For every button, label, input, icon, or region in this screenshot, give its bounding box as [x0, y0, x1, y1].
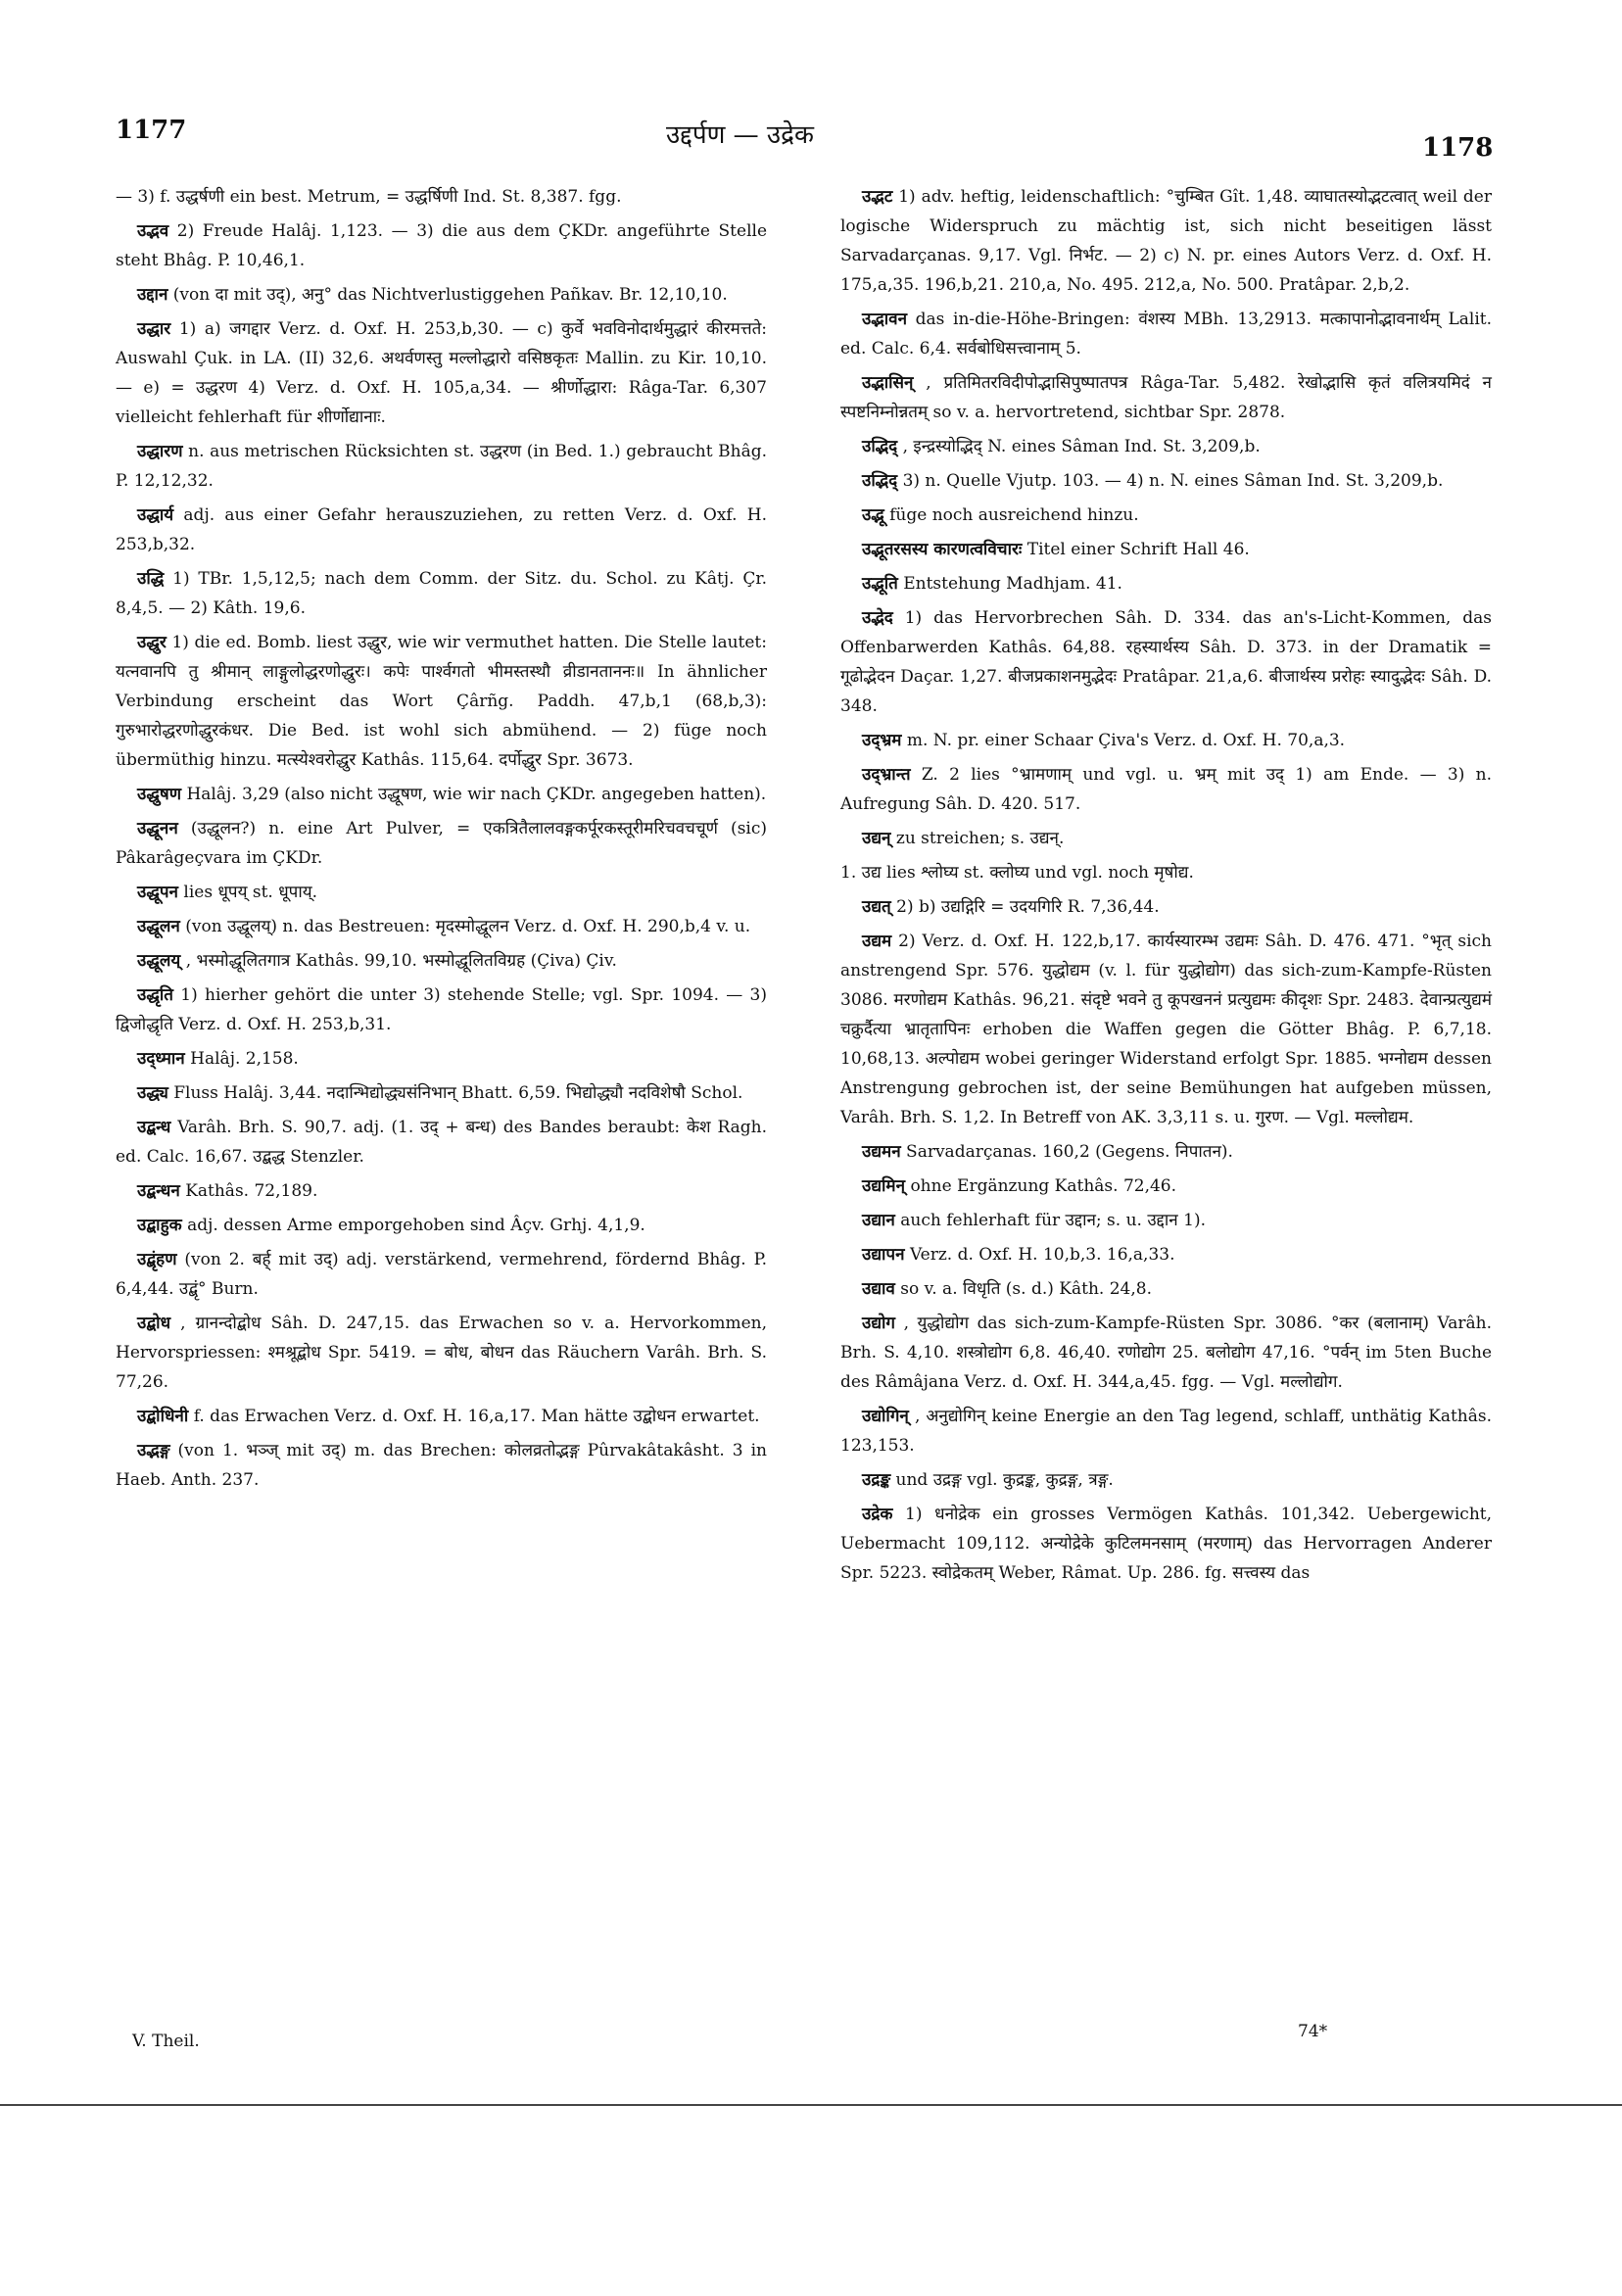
dictionary-entry: [116, 437, 767, 496]
dictionary-entry: [840, 1206, 1492, 1235]
entry-text: , प्रतिमितरविदीपोद्भासिपुष्पातपत्र Râga-Tar. 5,482. रेखोद्भासि कृतं वलित्रयमिदं न स्पष्टनिम्नोन्नतम् so v. a. hervortretend, sichtbar Spr. 2878.: [840, 373, 1492, 422]
entry-text: so v. a. विधृति (s. d.) Kâth. 24,8.: [900, 1279, 1152, 1299]
entry-text: füge noch ausreichend hinzu.: [889, 505, 1139, 525]
entry-headword: उद्बन्ध: [137, 1118, 171, 1137]
dictionary-entry: [840, 501, 1492, 530]
dictionary-entry: [840, 1172, 1492, 1201]
dictionary-entry: [840, 182, 1492, 300]
entry-text: Varâh. Brh. S. 90,7. adj. (1. उद् + बन्ध) des Bandes beraubt: केश Ragh. ed. Calc. 16,67. उद्बद्ध Stenzler.: [116, 1118, 768, 1167]
entry-headword: उद्भ्रम: [862, 731, 902, 750]
entry-text: (उद्धूलन?) n. eine Art Pulver, = एकत्रितैलालवङ्गकर्पूरकस्तूरीमरिचवचचूर्ण (sic) Pâkarâgeçvara im ÇKDr.: [116, 819, 768, 868]
dictionary-entry: [840, 368, 1492, 427]
page-number-left: 1177: [116, 116, 187, 145]
entry-text: das in-die-Höhe-Bringen: वंशस्य MBh. 13,2913. मत्कापानोद्भावनार्थम् Lalit. ed. Calc. 6,4. सर्वबोधिसत्त्वानाम् 5.: [840, 310, 1493, 359]
dictionary-entry: [116, 216, 767, 275]
entry-headword: उद्भङ्ग: [137, 1441, 170, 1460]
entry-headword: उद्भिद्: [862, 437, 898, 456]
entry-headword: उद्धार्य: [137, 505, 174, 525]
dictionary-entry: [116, 814, 767, 873]
entry-text: zu streichen; s. उद्यन्.: [895, 829, 1065, 848]
dictionary-entry: [116, 1211, 767, 1240]
dictionary-entry: [840, 1309, 1492, 1397]
entry-text: , अनुद्योगिन् keine Energie an den Tag legend, schlaff, unthätig Kathâs. 123,153.: [840, 1407, 1493, 1456]
dictionary-entry: [116, 878, 767, 907]
entry-text: (von दा mit उद्), अनु° das Nichtverlustiggehen Pañkav. Br. 12,10,10.: [172, 285, 728, 305]
entry-text: adj. dessen Arme emporgehoben sind Âçv. Grhj. 4,1,9.: [187, 1216, 645, 1235]
entry-text: , ग्रानन्दोद्बोध Sâh. D. 247,15. das Erwachen so v. a. Hervorkommen, Hervorspriessen: श्मश्रूद्बोध Spr. 5419. = बोध, बोधन das Räuchern Varâh. Brh. S. 77,26.: [116, 1314, 767, 1392]
dictionary-entry: [840, 1240, 1492, 1269]
dictionary-entry: [116, 1402, 767, 1431]
entry-text: Z. 2 lies °भ्रामणाम् und vgl. u. भ्रम् mit उद् 1) am Ende. — 3) n. Aufregung Sâh. D. 420. 517.: [840, 765, 1492, 814]
page-number-right: 1178: [1422, 133, 1494, 163]
entry-headword: उद्यत्: [862, 897, 891, 917]
entry-text: 1) hierher gehört die unter 3) stehende Stelle; vgl. Spr. 1094. — 3) द्विजोद्धृति Verz. d. Oxf. H. 253,b,31.: [116, 985, 767, 1034]
dictionary-entry: [116, 1176, 767, 1206]
entry-text: Titel einer Schrift Hall 46.: [1026, 540, 1250, 559]
entry-text: adj. aus einer Gefahr herauszuziehen, zu retten Verz. d. Oxf. H. 253,b,32.: [116, 505, 767, 554]
entry-text: 1) a) जगद्दार Verz. d. Oxf. H. 253,b,30. — c) कुर्वे भवविनोदार्थमुद्धारं कीरमत्तते: Auswahl Çuk. in LA. (II) 32,6. अथर्वणस्तु मल्लोद्धारो वसिष्ठकृतः Mallin. zu Kir. 10,10. — e) = उद्धरण 4) Verz. d. Oxf. H. 105,a,34. — श्रीर्णोद्धारा: Râga-Tar. 6,307 vielleicht fehlerhaft für शीर्णोद्यानाः.: [116, 319, 767, 427]
dictionary-entry: [840, 432, 1492, 461]
entry-text: Verz. d. Oxf. H. 10,b,3. 16,a,33.: [909, 1245, 1175, 1265]
entry-headword: उद्यान: [862, 1211, 895, 1230]
entry-headword: उद्योगिन्: [862, 1407, 909, 1426]
entry-headword: उद्रङ्क: [862, 1470, 891, 1490]
entry-headword: उद्भूतरसस्य कारणत्वविचारः: [862, 540, 1023, 559]
entry-headword: उद्बोधिनी: [137, 1407, 189, 1426]
dictionary-entry: [840, 535, 1492, 564]
dictionary-entry: [840, 603, 1492, 721]
entry-headword: उद्यमिन्: [862, 1176, 906, 1196]
entry-headword: उद्रेक: [862, 1505, 893, 1524]
entry-headword: उद्धूलन: [137, 917, 180, 936]
dictionary-entry: [840, 824, 1492, 853]
entry-headword: उद्भव: [137, 221, 169, 241]
dictionary-entry: [116, 628, 767, 775]
entry-text: ohne Ergänzung Kathâs. 72,46.: [910, 1176, 1177, 1196]
dictionary-entry: [116, 1436, 767, 1495]
entry-text: Kathâs. 72,189.: [185, 1181, 318, 1201]
entry-headword: उद्दान: [137, 285, 168, 305]
entry-headword: उद्भ्रान्त: [862, 765, 911, 785]
dictionary-entry: [116, 1113, 767, 1172]
entry-headword: उद्धुर: [137, 633, 167, 652]
entry-headword: उद्भूति: [862, 574, 898, 594]
entry-headword: उद्बोध: [137, 1314, 171, 1333]
dictionary-entry: [116, 564, 767, 623]
entry-headword: उद्धूलय्: [137, 951, 181, 971]
entry-headword: उद्यमन: [862, 1142, 901, 1162]
entry-headword: उद्यम: [862, 932, 892, 951]
dictionary-entry: [116, 280, 767, 310]
entry-headword: उद्ध्मान: [137, 1049, 185, 1069]
dictionary-entry: [116, 912, 767, 941]
entry-text: f. das Erwachen Verz. d. Oxf. H. 16,a,17. Man hätte उद्बोधन erwartet.: [193, 1407, 760, 1426]
entry-headword: उद्धृति: [137, 985, 173, 1005]
dictionary-entry: [840, 305, 1492, 363]
entry-text: Entstehung Madhjam. 41.: [903, 574, 1122, 594]
entry-text: und उद्रङ्ग vgl. कुद्रङ्क, कुद्रङ्ग, त्रङ्ग.: [895, 1470, 1114, 1490]
entry-text: — 3) f. उद्धर्षणी ein best. Metrum, = उद्धर्षिणी Ind. St. 8,387. fgg.: [116, 187, 622, 207]
left-column: [116, 182, 767, 1500]
entry-text: m. N. pr. einer Schaar Çiva's Verz. d. Oxf. H. 70,a,3.: [906, 731, 1346, 750]
entry-text: 1) धनोद्रेक ein grosses Vermögen Kathâs. 101,342. Uebergewicht, Uebermacht 109,112. अन्योद्रेके कुटिलमनसाम् (मरणाम्) das Hervorragen Anderer Spr. 5223. स्वोद्रेकतम् Weber, Râmat. Up. 286. fg. सत्त्वस्य das: [840, 1505, 1493, 1583]
dictionary-entry: [840, 1274, 1492, 1304]
entry-text: , इन्द्रस्योद्भिद् N. eines Sâman Ind. St. 3,209,b.: [902, 437, 1261, 456]
dictionary-entry: [840, 760, 1492, 819]
dictionary-entry: [116, 780, 767, 809]
dictionary-entry: [840, 892, 1492, 922]
entry-headword: उद्भावन: [862, 310, 908, 329]
dictionary-entry: [840, 1465, 1492, 1495]
entry-text: , युद्धोद्योग das sich-zum-Kampfe-Rüsten Spr. 3086. °कर (बलानाम्) Varâh. Brh. S. 4,10. शस्त्रोद्योग 6,8. 46,40. रणोद्योग 25. बलोद्योग 47,16. °पर्वन् im 5ten Buche des Râmâjana Verz. d. Oxf. H. 344,a,45. fgg. — Vgl. मल्लोद्योग.: [840, 1314, 1492, 1392]
dictionary-entry: [840, 1500, 1492, 1588]
dictionary-entry: [840, 569, 1492, 598]
entry-text: , भस्मोद्धूलितगात्र Kathâs. 99,10. भस्मोद्धूलितविग्रह (Çiva) Çiv.: [185, 951, 617, 971]
entry-headword: उद्भिद्: [862, 471, 898, 491]
entry-text: 1) das Hervorbrechen Sâh. D. 334. das an's-Licht-Kommen, das Offenbarwerden Kathâs. 64,88. रहस्यार्थस्य Sâh. D. 373. in der Dramatik = गूढोद्भेदन Daçar. 1,27. बीजप्रकाशनमुद्भेदः Pratâpar. 21,a,6. बीजार्थस्य प्ररोहः स्यादुद्भेदः Sâh. D. 348.: [840, 608, 1492, 716]
dictionary-entry: [116, 981, 767, 1039]
entry-text: auch fehlerhaft für उद्दान; s. u. उद्दान 1).: [900, 1211, 1206, 1230]
dictionary-entry: [840, 927, 1492, 1132]
entry-text: 1) TBr. 1,5,12,5; nach dem Comm. der Sitz. du. Schol. zu Kâtj. Çr. 8,4,5. — 2) Kâth. 19,6.: [116, 569, 767, 618]
dictionary-entry: [840, 1402, 1492, 1460]
entry-headword: उद्यन्: [862, 829, 891, 848]
entry-text: 1) die ed. Bomb. liest उद्धुर, wie wir vermuthet hatten. Die Stelle lautet: यत्नवानपि तु श्रीमान् लाङ्गुलोद्धरणोद्धुरः। कपेः पार्श्वगतो भीमस्तस्थौ व्रीडानताननः॥ In ähnlicher Verbindung erscheint das Wort Çârñg. Paddh. 47,b,1 (68,b,3): गुरुभारोद्धरणोद्धुरकंधर. Die Bed. ist wohl sich abmühend. — 2) füge noch übermüthig hinzu. मत्स्येश्वरोद्धुर Kathâs. 115,64. दर्पोद्धुर Spr. 3673.: [116, 633, 767, 770]
entry-text: Sarvadarçanas. 160,2 (Gegens. निपातन).: [906, 1142, 1233, 1162]
dictionary-entry: [840, 858, 1492, 887]
dictionary-entry: [116, 314, 767, 432]
entry-headword: उद्भासिन्: [862, 373, 914, 393]
entry-headword: उद्योग: [862, 1314, 895, 1333]
dictionary-entry: [116, 1044, 767, 1074]
entry-headword: उद्बन्धन: [137, 1181, 180, 1201]
entry-headword: उद्बाहुक: [137, 1216, 182, 1235]
entry-headword: उद्धुषण: [137, 785, 182, 804]
entry-headword: उद्धार: [137, 319, 171, 339]
entry-headword: उद्धारण: [137, 442, 183, 461]
entry-headword: उद्धूनन: [137, 819, 178, 838]
entry-text: Fluss Halâj. 3,44. नदान्भिद्योद्ध्यसंनिभान् Bhatt. 6,59. भिद्योद्ध्यौ नदविशेषौ Schol.: [173, 1083, 743, 1103]
entry-headword: उद्धि: [137, 569, 165, 589]
dictionary-entry: [116, 1078, 767, 1108]
right-column: [840, 182, 1492, 1593]
dictionary-entry: [116, 501, 767, 559]
entry-headword: उद्भट: [862, 187, 893, 207]
entry-headword: उद्धूपन: [137, 883, 178, 902]
dictionary-entry: [116, 946, 767, 976]
entry-text: 2) b) उद्यद्गिरि = उदयगिरि R. 7,36,44.: [896, 897, 1160, 917]
page-title: उद्दर्पण — उद्रेक: [666, 120, 814, 150]
dictionary-entry: [116, 1309, 767, 1397]
dictionary-entry: [840, 726, 1492, 755]
dictionary-entry: [840, 1137, 1492, 1167]
entry-text: 3) n. Quelle Vjutp. 103. — 4) n. N. eines Sâman Ind. St. 3,209,b.: [902, 471, 1444, 491]
entry-text: Halâj. 3,29 (also nicht उद्धूषण, wie wir nach ÇKDr. angegeben hatten).: [186, 785, 767, 804]
entry-text: Halâj. 2,158.: [190, 1049, 299, 1069]
entry-headword: उद्यापन: [862, 1245, 905, 1265]
entry-headword: उद्बृंहण: [137, 1250, 177, 1269]
entry-text: 2) Freude Halâj. 1,123. — 3) die aus dem ÇKDr. angeführte Stelle steht Bhâg. P. 10,46,1.: [116, 221, 768, 270]
entry-text: (von उद्धूलय्) n. das Bestreuen: मृदस्मोद्धूलन Verz. d. Oxf. H. 290,b,4 v. u.: [185, 917, 751, 936]
dictionary-entry: [116, 1245, 767, 1304]
entry-headword: उद्ध्य: [137, 1083, 168, 1103]
dictionary-entry: [840, 466, 1492, 496]
sheet-signature: V. Theil.: [132, 2032, 200, 2051]
entry-text: 1) adv. heftig, leidenschaftlich: °चुम्बित Gît. 1,48. व्याघातस्योद्भटत्वात् weil der logische Widerspruch zu mächtig ist, sich nicht beseitigen lässt Sarvadarçanas. 9,17. Vgl. निर्भट. — 2) c) N. pr. eines Autors Verz. d. Oxf. H. 175,a,35. 196,b,21. 210,a, No. 495. 212,a, No. 500. Pratâpar. 2,b,2.: [840, 187, 1492, 295]
entry-text: n. aus metrischen Rücksichten st. उद्धरण (in Bed. 1.) gebraucht Bhâg. P. 12,12,32.: [116, 442, 767, 491]
entry-headword: उद्याव: [862, 1279, 895, 1299]
entry-text: 2) Verz. d. Oxf. H. 122,b,17. कार्यस्यारम्भ उद्यमः Sâh. D. 476. 471. °भृत् sich anstrengend Spr. 576. युद्धोद्यम (v. l. für युद्धोद्योग) das sich-zum-Kampfe-Rüsten 3086. मरणोद्यम Kathâs. 96,21. संदृष्टे भवने तु कूपखननं प्रत्युद्यमः कीदृशः Spr. 2483. देवान्प्रत्युद्यमं चक्रुर्दैत्या भ्रातृतापिनः erhoben die Waffen gegen die Götter Bhâg. P. 6,7,18. 10,68,13. अल्पोद्यम wobei geringer Widerstand erfolgt Spr. 1885. भग्नोद्यम dessen Anstrengung gebrochen ist, der seine Bemühungen hat aufgeben müssen, Varâh. Brh. S. 1,2. In Betreff von AK. 3,3,11 s. u. गुरण. — Vgl. मल्लोद्यम.: [840, 932, 1492, 1127]
entry-text: lies धूपय् st. धूपाय्.: [183, 883, 317, 902]
entry-text: (von 2. बर्ह् mit उद्) adj. verstärkend, vermehrend, fördernd Bhâg. P. 6,4,44. उद्बृं° Burn.: [116, 1250, 767, 1299]
dictionary-entry: [116, 182, 767, 212]
entry-headword: उद्भेद: [862, 608, 893, 628]
entry-headword: उद्भू: [862, 505, 884, 525]
sheet-mark: 74*: [1298, 2022, 1328, 2041]
entry-text: (von 1. भञ्ज् mit उद्) m. das Brechen: कोलव्रतोद्भङ्ग Pûrvakâtakâsht. 3 in Haeb. Anth. 237.: [116, 1441, 767, 1490]
bottom-rule: [0, 2104, 1622, 2106]
entry-text: 1. उद्य lies श्लोघ्य st. क्लोघ्य und vgl. noch मृषोद्य.: [840, 863, 1194, 883]
